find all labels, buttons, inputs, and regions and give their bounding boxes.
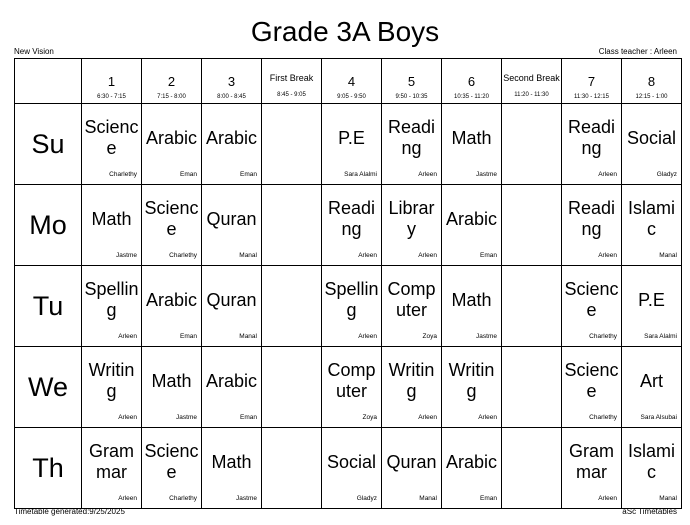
lesson-subject: Arabic <box>145 127 198 148</box>
period-header-row <box>15 59 682 104</box>
lesson-cell <box>622 185 682 266</box>
lesson-subject: Reading <box>327 198 376 239</box>
lesson-subject: P.E <box>638 289 665 310</box>
lesson-cell <box>622 266 682 347</box>
period-time: 11:30 - 12:15 <box>574 94 609 100</box>
lesson-cell <box>142 185 202 266</box>
break-cell <box>502 104 562 185</box>
day-label: Su <box>15 104 82 185</box>
period-header-cell <box>322 59 382 104</box>
lesson-subject: Arabic <box>205 127 258 148</box>
lesson-cell <box>562 266 622 347</box>
lesson-subject: Reading <box>567 117 616 158</box>
lesson-cell <box>82 347 142 428</box>
period-time: 9:50 - 10:35 <box>395 94 428 100</box>
class-teacher: Class teacher : Arleen <box>598 47 677 56</box>
lesson-cell <box>322 266 382 347</box>
lesson-subject: Science <box>564 360 619 401</box>
lesson-subject: Art <box>639 370 663 391</box>
lesson-teacher: Eman <box>240 414 257 421</box>
lesson-cell <box>622 428 682 509</box>
period-number: 5 <box>407 74 416 89</box>
lesson-teacher: Charlethy <box>589 414 617 421</box>
day-row <box>15 347 682 428</box>
period-time: 8:00 - 8:45 <box>217 94 246 100</box>
lesson-subject: Science <box>84 117 139 158</box>
break-cell <box>262 185 322 266</box>
lesson-teacher: Charlethy <box>169 252 197 259</box>
lesson-cell <box>562 104 622 185</box>
lesson-subject: Science <box>564 279 619 320</box>
corner-cell <box>15 59 82 104</box>
lesson-cell <box>442 266 502 347</box>
lesson-cell <box>82 104 142 185</box>
lesson-teacher: Sara Alalmi <box>644 333 677 340</box>
lesson-cell <box>442 185 502 266</box>
lesson-subject: Islamic <box>627 441 675 482</box>
lesson-teacher: Arleen <box>418 171 437 178</box>
period-header-cell <box>442 59 502 104</box>
lesson-cell <box>82 266 142 347</box>
lesson-subject: Computer <box>327 360 376 401</box>
lesson-subject: Arabic <box>145 289 198 310</box>
day-row <box>15 185 682 266</box>
lesson-subject: Computer <box>387 279 436 320</box>
period-number: 2 <box>167 74 176 89</box>
break-name: Second Break <box>503 73 560 83</box>
period-header-cell <box>562 59 622 104</box>
break-name: First Break <box>269 73 314 83</box>
break-cell <box>262 347 322 428</box>
lesson-teacher: Charlethy <box>169 495 197 502</box>
period-time: 12:15 - 1:00 <box>635 94 668 100</box>
lesson-teacher: Sara Alalmi <box>344 171 377 178</box>
lesson-teacher: Arleen <box>358 252 377 259</box>
lesson-subject: Quran <box>386 451 437 472</box>
period-number: 1 <box>107 74 116 89</box>
period-header-cell <box>622 59 682 104</box>
lesson-teacher: Gladyz <box>356 495 377 502</box>
lesson-cell <box>382 104 442 185</box>
lesson-cell <box>322 347 382 428</box>
lesson-subject: Writing <box>448 360 495 401</box>
lesson-teacher: Manal <box>419 495 437 502</box>
lesson-subject: Quran <box>206 289 257 310</box>
lesson-cell <box>322 104 382 185</box>
lesson-teacher: Charlethy <box>109 171 137 178</box>
lesson-subject: Science <box>144 441 199 482</box>
lesson-cell <box>382 347 442 428</box>
lesson-cell <box>382 428 442 509</box>
lesson-subject: Arabic <box>445 208 498 229</box>
lesson-cell <box>142 347 202 428</box>
lesson-subject: Math <box>91 208 132 229</box>
lesson-subject: Reading <box>567 198 616 239</box>
lesson-cell <box>562 185 622 266</box>
lesson-subject: Writing <box>388 360 435 401</box>
period-time: 7:15 - 8:00 <box>157 94 186 100</box>
lesson-cell <box>382 185 442 266</box>
period-number: 3 <box>227 74 236 89</box>
period-header-cell <box>142 59 202 104</box>
lesson-teacher: Jastme <box>476 171 497 178</box>
lesson-teacher: Eman <box>180 333 197 340</box>
lesson-teacher: Eman <box>480 252 497 259</box>
lesson-cell <box>442 428 502 509</box>
lesson-teacher: Zoya <box>422 333 437 340</box>
lesson-cell <box>562 428 622 509</box>
day-row <box>15 104 682 185</box>
break-header-cell <box>502 59 562 104</box>
lesson-teacher: Eman <box>240 171 257 178</box>
lesson-teacher: Charlethy <box>589 333 617 340</box>
lesson-teacher: Jastme <box>476 333 497 340</box>
lesson-subject: Spelling <box>324 279 379 320</box>
break-cell <box>502 266 562 347</box>
lesson-cell <box>442 104 502 185</box>
lesson-subject: Arabic <box>445 451 498 472</box>
period-number: 6 <box>467 74 476 89</box>
lesson-teacher: Manal <box>659 252 677 259</box>
day-row <box>15 428 682 509</box>
lesson-subject: Social <box>326 451 377 472</box>
lesson-subject: P.E <box>338 127 365 148</box>
period-number: 4 <box>347 74 356 89</box>
timetable-grid <box>14 58 682 509</box>
period-time: 8:45 - 9:05 <box>277 92 306 98</box>
lesson-subject: Reading <box>387 117 436 158</box>
generator-credit: aSc Timetables <box>622 507 677 516</box>
break-cell <box>502 185 562 266</box>
lesson-cell <box>382 266 442 347</box>
lesson-teacher: Arleen <box>598 171 617 178</box>
period-header-cell <box>202 59 262 104</box>
lesson-teacher: Arleen <box>358 333 377 340</box>
lesson-subject: Writing <box>88 360 135 401</box>
lesson-cell <box>562 347 622 428</box>
day-label: Tu <box>15 266 82 347</box>
day-label: We <box>15 347 82 428</box>
lesson-teacher: Arleen <box>598 495 617 502</box>
period-number: 8 <box>647 74 656 89</box>
lesson-teacher: Eman <box>180 171 197 178</box>
lesson-subject: Grammar <box>89 441 134 482</box>
lesson-cell <box>202 266 262 347</box>
lesson-teacher: Eman <box>480 495 497 502</box>
lesson-subject: Quran <box>206 208 257 229</box>
lesson-cell <box>202 185 262 266</box>
lesson-teacher: Arleen <box>118 414 137 421</box>
period-number: 7 <box>587 74 596 89</box>
day-label: Mo <box>15 185 82 266</box>
lesson-cell <box>82 428 142 509</box>
lesson-subject: Math <box>151 370 192 391</box>
lesson-teacher: Arleen <box>418 252 437 259</box>
lesson-teacher: Gladyz <box>656 171 677 178</box>
lesson-cell <box>202 347 262 428</box>
break-cell <box>262 428 322 509</box>
period-time: 10:35 - 11:20 <box>454 94 489 100</box>
lesson-subject: Spelling <box>84 279 139 320</box>
lesson-teacher: Arleen <box>598 252 617 259</box>
lesson-cell <box>622 104 682 185</box>
lesson-subject: Grammar <box>569 441 614 482</box>
lesson-teacher: Manal <box>659 495 677 502</box>
lesson-subject: Islamic <box>627 198 675 239</box>
lesson-teacher: Arleen <box>118 333 137 340</box>
lesson-teacher: Jastme <box>116 252 137 259</box>
lesson-teacher: Zoya <box>362 414 377 421</box>
lesson-subject: Math <box>211 451 252 472</box>
break-cell <box>262 266 322 347</box>
lesson-cell <box>142 428 202 509</box>
period-time: 6:30 - 7:15 <box>97 94 126 100</box>
period-time: 9:05 - 9:50 <box>337 94 366 100</box>
lesson-cell <box>142 104 202 185</box>
lesson-cell <box>142 266 202 347</box>
lesson-subject: Math <box>451 289 492 310</box>
break-header-cell <box>262 59 322 104</box>
lesson-teacher: Jastme <box>176 414 197 421</box>
lesson-teacher: Arleen <box>118 495 137 502</box>
lesson-cell <box>322 185 382 266</box>
lesson-teacher: Arleen <box>418 414 437 421</box>
break-cell <box>262 104 322 185</box>
lesson-cell <box>442 347 502 428</box>
page-title: Grade 3A Boys <box>250 16 440 47</box>
period-time: 11:20 - 11:30 <box>514 92 549 98</box>
lesson-subject: Library <box>388 198 435 239</box>
lesson-teacher: Arleen <box>478 414 497 421</box>
lesson-teacher: Sara Alsubai <box>640 414 677 421</box>
generated-date: Timetable generated:9/25/2025 <box>14 507 125 516</box>
day-label: Th <box>15 428 82 509</box>
lesson-teacher: Manal <box>239 252 257 259</box>
day-row <box>15 266 682 347</box>
lesson-cell <box>202 428 262 509</box>
lesson-subject: Math <box>451 127 492 148</box>
period-header-cell <box>382 59 442 104</box>
lesson-subject: Science <box>144 198 199 239</box>
lesson-subject: Arabic <box>205 370 258 391</box>
lesson-cell <box>82 185 142 266</box>
lesson-cell <box>622 347 682 428</box>
lesson-cell <box>202 104 262 185</box>
lesson-subject: Social <box>626 127 677 148</box>
period-header-cell <box>82 59 142 104</box>
school-name: New Vision <box>14 47 54 56</box>
lesson-teacher: Jastme <box>236 495 257 502</box>
lesson-cell <box>322 428 382 509</box>
break-cell <box>502 428 562 509</box>
lesson-teacher: Manal <box>239 333 257 340</box>
break-cell <box>502 347 562 428</box>
